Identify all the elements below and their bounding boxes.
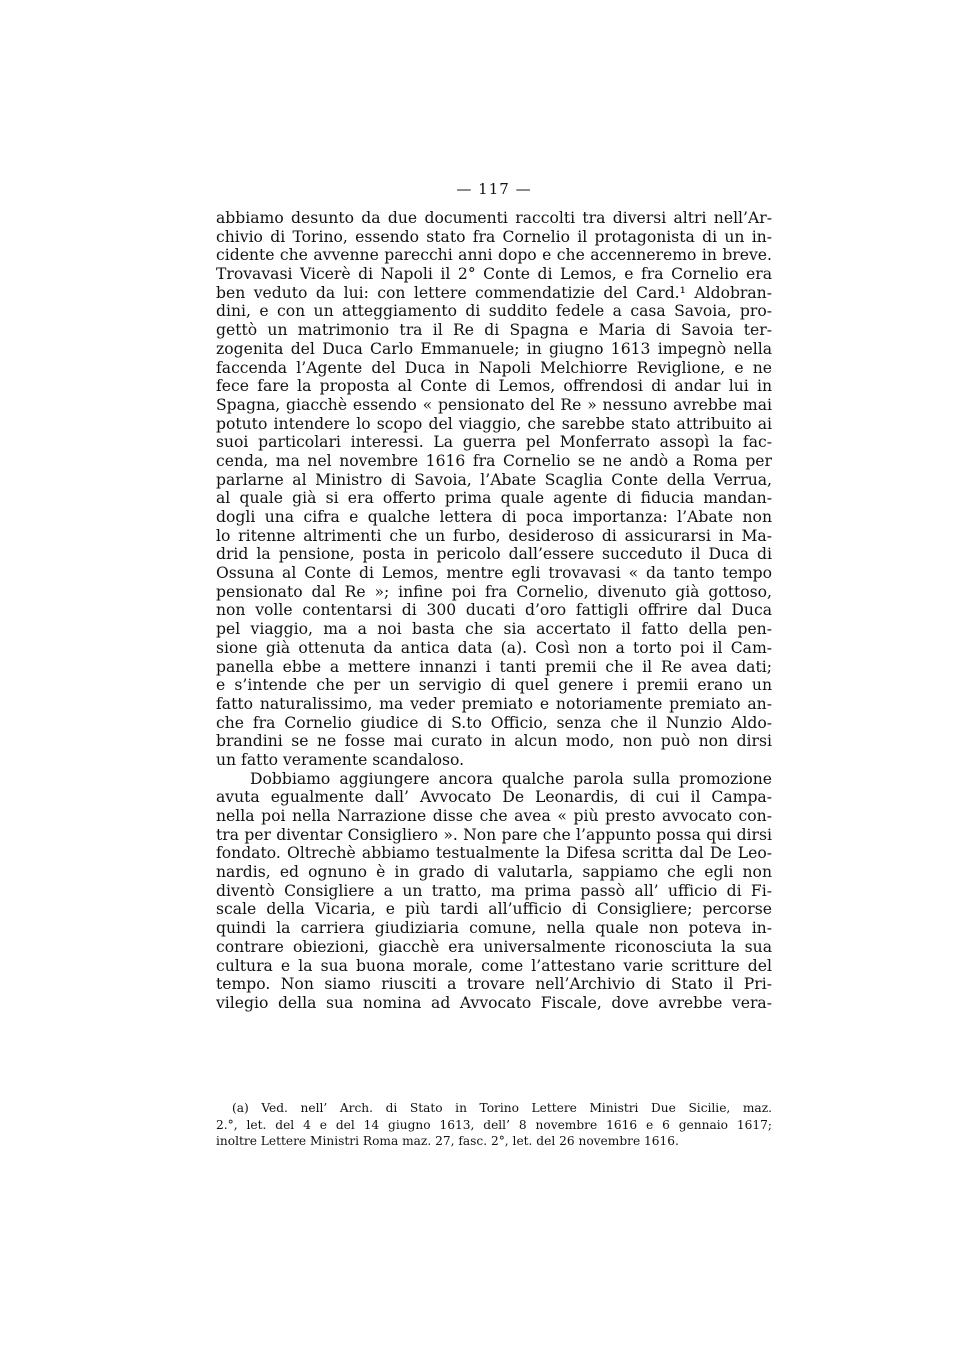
text-line: panella ebbe a mettere innanzi i tanti premii che il Re avea dati; <box>216 657 772 676</box>
footnote-line: inoltre Lettere Ministri Roma maz. 27, fasc. 2°, let. del 26 novembre 1616. <box>216 1134 679 1149</box>
text-line: contrare obiezioni, giacchè era universalmente riconosciuta la sua <box>216 937 772 956</box>
text-line: non volle contentarsi di 300 ducati d’oro fattigli offrire dal Duca <box>216 601 772 620</box>
text-line: diventò Consigliere a un tratto, ma prima passò all’ ufficio di Fi- <box>216 881 772 900</box>
text-line: tra per diventar Consigliero ». Non pare che l’appunto possa qui dirsi <box>216 825 772 844</box>
text-line: parlarne al Ministro di Savoia, l’Abate Scaglia Conte della Verrua, <box>216 470 772 489</box>
text-line: ben veduto da lui: con lettere commendatizie del Card.¹ Aldobran- <box>216 283 772 302</box>
footnotes <box>216 1100 772 1150</box>
text-line: quindi la carriera giudiziaria comune, nella quale non poteva in- <box>216 919 772 938</box>
text-line: pel viaggio, ma a noi basta che sia accertato il fatto della pen- <box>216 620 772 639</box>
text-line: faccenda l’Agente del Duca in Napoli Melchiorre Reviglione, e ne <box>216 358 772 377</box>
text-line: avuta egualmente dall’ Avvocato De Leonardis, di cui il Campa- <box>216 788 772 807</box>
text-line: cenda, ma nel novembre 1616 fra Cornelio se ne andò a Roma per <box>216 451 772 470</box>
text-line: gettò un matrimonio tra il Re di Spagna e Maria di Savoia ter- <box>216 321 772 340</box>
text-line: vilegio della sua nomina ad Avvocato Fiscale, dove avrebbe vera- <box>216 993 772 1012</box>
text-line: nardis, ed ognuno è in grado di valutarla, sappiamo che egli non <box>216 863 772 882</box>
text-line: che fra Cornelio giudice di S.to Officio, senza che il Nunzio Aldo- <box>216 713 772 732</box>
text-line: zogenita del Duca Carlo Emmanuele; in giugno 1613 impegnò nella <box>216 339 772 358</box>
text-line: fece fare la proposta al Conte di Lemos, offrendosi di andar lui in <box>216 377 772 396</box>
footnote-line: (a) Ved. nell’ Arch. di Stato in Torino Lettere Ministri Due Sicilie, maz. <box>232 1101 772 1115</box>
body-text <box>216 209 772 1013</box>
text-line: dogli una cifra e qualche lettera di poca importanza: l’Abate non <box>216 508 772 526</box>
text-line: cidente che avvenne parecchi anni dopo e che accenneremo in breve. <box>216 246 772 265</box>
text-line: tempo. Non siamo riusciti a trovare nell’Archivio di Stato il Pri- <box>216 975 772 994</box>
text-line: Spagna, giacchè essendo « pensionato del Re » nessuno avrebbe mai <box>216 395 772 414</box>
text-line: brandini se ne fosse mai curato in alcun modo, non può non dirsi <box>216 732 772 751</box>
text-line: nella poi nella Narrazione disse che avea « più presto avvocato con- <box>216 807 772 825</box>
text-line: sione già ottenuta da antica data (a). Così non a torto poi il Cam- <box>216 638 772 657</box>
text-line: cultura e la sua buona morale, come l’attestano varie scritture del <box>216 956 772 975</box>
text-line: un fatto veramente scandaloso. <box>216 750 465 769</box>
text-line: fatto naturalissimo, ma veder premiato e notoriamente premiato an- <box>216 694 772 713</box>
text-line: Dobbiamo aggiungere ancora qualche parola sulla promozione <box>250 769 772 788</box>
text-line: e s’intende che per un servigio di quel genere i premii erano un <box>216 676 772 695</box>
text-line: pensionato dal Re »; infine poi fra Cornelio, divenuto già gottoso, <box>216 582 772 601</box>
text-line: lo ritenne altrimenti che un furbo, desideroso di assicurarsi in Ma- <box>216 526 772 545</box>
text-line: al quale già si era offerto prima quale agente di fiducia mandan- <box>216 489 772 508</box>
text-line: drid la pensione, posta in pericolo dall’essere succeduto il Duca di <box>216 545 772 564</box>
text-line: scale della Vicaria, e più tardi all’ufficio di Consigliere; percorse <box>216 900 772 919</box>
text-line: Ossuna al Conte di Lemos, mentre egli trovavasi « da tanto tempo <box>216 564 772 583</box>
text-line: Trovavasi Vicerè di Napoli il 2° Conte di Lemos, e fra Cornelio era <box>216 265 772 284</box>
text-line: fondato. Oltrechè abbiamo testualmente la Difesa scritta dal De Leo- <box>216 844 772 863</box>
footnote-line: 2.°, let. del 4 e del 14 giugno 1613, dell’ 8 novembre 1616 e 6 gennaio 1617; <box>216 1117 772 1132</box>
page-number: — 117 — <box>456 180 532 198</box>
text-line: dini, e con un atteggiamento di suddito fedele a casa Savoia, pro- <box>216 302 772 321</box>
text-line: suoi particolari interessi. La guerra pel Monferrato assopì la fac- <box>216 433 772 452</box>
text-line: chivio di Torino, essendo stato fra Cornelio il protagonista di un in- <box>216 227 772 246</box>
text-line: abbiamo desunto da due documenti raccolti tra diversi altri nell’Ar- <box>216 209 772 227</box>
text-line: potuto intendere lo scopo del viaggio, che sarebbe stato attribuito ai <box>216 414 772 433</box>
